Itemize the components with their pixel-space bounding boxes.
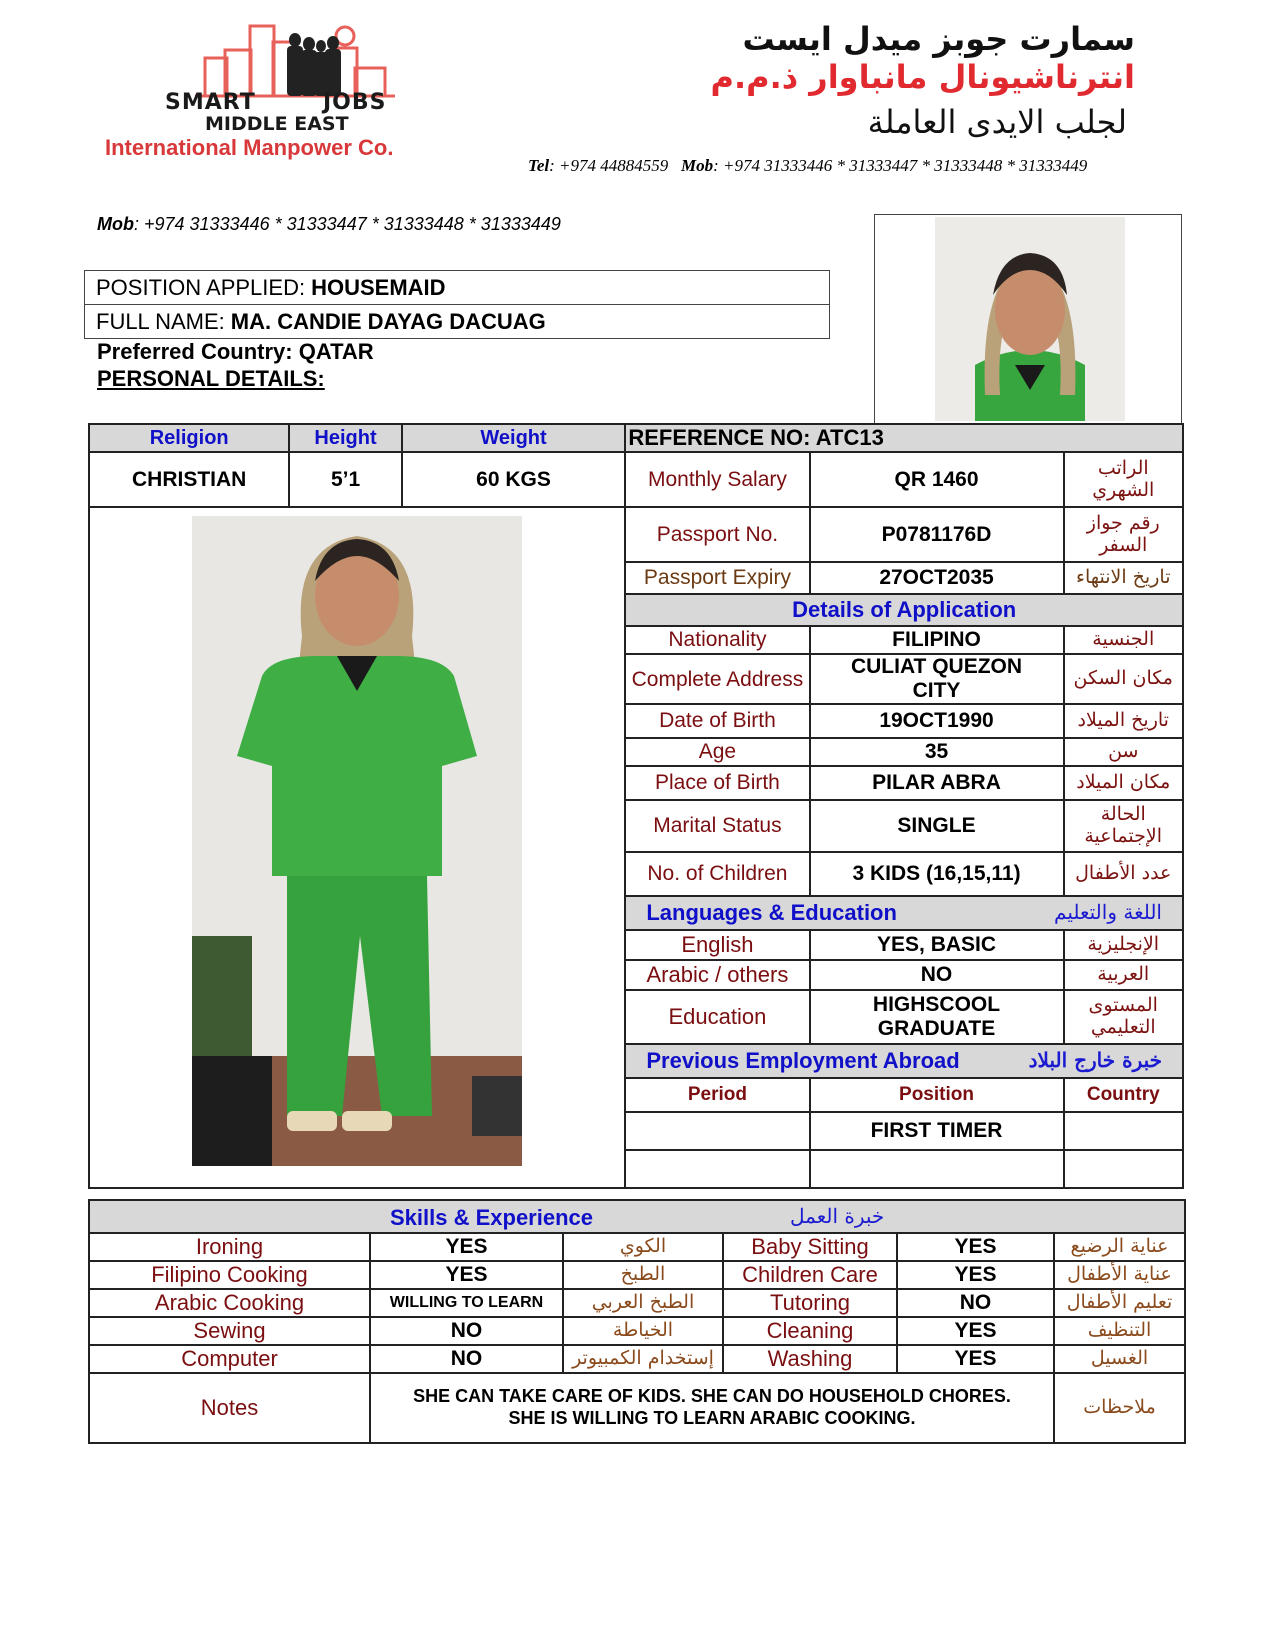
skill-row [89,1233,1185,1261]
detail-value: 19OCT1990 [810,704,1064,738]
detail-arabic: مكان الميلاد [1064,766,1183,800]
notes-row [89,1373,1185,1443]
notes-line-2: SHE IS WILLING TO LEARN ARABIC COOKING. [508,1408,916,1428]
skill-label: Arabic Cooking [89,1289,370,1317]
education-arabic: المستوى التعليمي [1064,990,1183,1044]
skill-value: YES [897,1345,1054,1373]
skill-arabic: التنظيف [1054,1317,1185,1345]
notes-label: Notes [89,1373,370,1443]
detail-label: Marital Status [625,800,809,852]
detail-value: CULIAT QUEZON CITY [810,654,1064,704]
employment-title-arabic: خبرة خارج البلاد [1028,1048,1162,1073]
skill-arabic: الخياطة [563,1317,723,1345]
detail-value: SINGLE [810,800,1064,852]
arabic-company-tagline: لجلب الايدى العاملة [867,103,1127,141]
weight-header: Weight [402,424,626,452]
city-skyline-icon [195,18,395,98]
skills-heading [89,1200,1185,1233]
skill-arabic: تعليم الأطفال [1054,1289,1185,1317]
skill-value: NO [897,1289,1054,1317]
detail-label: Age [625,738,809,766]
company-logo [105,18,465,168]
info-arabic: الراتب الشهري [1064,452,1183,507]
language-value: NO [810,960,1064,990]
skills-table [88,1199,1186,1444]
mob-label: Mob [680,156,714,175]
skill-arabic: الطبخ العربي [563,1289,723,1317]
skill-row [89,1261,1185,1289]
skill-arabic: الطبخ [563,1261,723,1289]
country-header: Country [1064,1078,1183,1112]
mobile-contact [97,214,561,235]
detail-label: Place of Birth [625,766,809,800]
previous-employment-heading [625,1044,1183,1078]
info-label: Passport Expiry [625,562,809,594]
notes-line-1: SHE CAN TAKE CARE OF KIDS. SHE CAN DO HOUSEHOLD CHORES. [413,1386,1011,1407]
full-name-row [85,305,829,338]
skill-label: Computer [89,1345,370,1373]
mob-label: Mob [97,214,134,234]
position-label: POSITION APPLIED: [96,275,306,300]
skills-title-arabic: خبرة العمل [790,1204,885,1228]
skill-label: Ironing [89,1233,370,1261]
notes-arabic: ملاحظات [1054,1373,1185,1443]
applicant-box [84,270,830,339]
skill-value: NO [370,1345,563,1373]
portrait-photo-icon [875,215,1181,423]
employment-period [625,1150,809,1188]
language-label: Arabic / others [625,960,809,990]
detail-value: 3 KIDS (16,15,11) [810,852,1064,896]
tel-value: : +974 44884559 [549,156,669,175]
full-name-label: FULL NAME: [96,309,225,334]
info-label: Monthly Salary [625,452,809,507]
position-header: Position [810,1078,1064,1112]
skill-value: YES [897,1261,1054,1289]
notes-text [370,1373,1054,1443]
info-arabic: رقم جواز السفر [1064,507,1183,562]
skill-row [89,1317,1185,1345]
skill-value: YES [370,1233,563,1261]
tel-label: Tel [528,156,550,175]
info-value: QR 1460 [810,452,1064,507]
skill-label: Cleaning [723,1317,897,1345]
employment-country [1064,1150,1183,1188]
skill-row [89,1289,1185,1317]
info-value: P0781176D [810,507,1064,562]
employment-position [810,1150,1064,1188]
position-applied-row [85,271,829,305]
skill-label: Washing [723,1345,897,1373]
personal-details-heading: PERSONAL DETAILS: [97,366,325,391]
detail-arabic: سن [1064,738,1183,766]
full-name-value: MA. CANDIE DAYAG DACUAG [230,309,546,334]
skill-label: Children Care [723,1261,897,1289]
detail-arabic: الجنسية [1064,626,1183,654]
skill-label: Filipino Cooking [89,1261,370,1289]
detail-value: PILAR ABRA [810,766,1064,800]
education-value: HIGHSCOOL GRADUATE [810,990,1064,1044]
detail-arabic: الحالة الإجتماعية [1064,800,1183,852]
details-table [88,423,1184,1189]
skill-value: YES [897,1233,1054,1261]
info-label: Passport No. [625,507,809,562]
skill-value: WILLING TO LEARN [370,1289,563,1317]
language-value: YES, BASIC [810,930,1064,960]
education-label: Education [625,990,809,1044]
logo-text-jobs: JOBS [323,90,387,115]
employment-position: FIRST TIMER [810,1112,1064,1150]
skill-value: YES [370,1261,563,1289]
position-value: HOUSEMAID [311,275,446,300]
detail-label: Complete Address [625,654,809,704]
detail-value: 35 [810,738,1064,766]
language-label: English [625,930,809,960]
skill-arabic: الكوي [563,1233,723,1261]
height-value: 5’1 [289,452,401,507]
languages-title-arabic: اللغة والتعليم [1054,900,1162,925]
skill-label: Tutoring [723,1289,897,1317]
logo-text-middle-east: MIDDLE EAST [205,113,349,135]
info-arabic: تاريخ الانتهاء [1064,562,1183,594]
religion-header: Religion [89,424,289,452]
employment-country [1064,1112,1183,1150]
height-header: Height [289,424,401,452]
arabic-company-name: سمارت جوبز ميدل ايست [742,20,1135,58]
detail-arabic: تاريخ الميلاد [1064,704,1183,738]
details-of-application-heading: Details of Application [625,594,1183,626]
reference-number: REFERENCE NO: ATC13 [625,424,1183,452]
preferred-country: Preferred Country: QATAR [97,339,374,364]
logo-text-international: International Manpower Co. [105,135,394,160]
skill-arabic: عناية الأطفال [1054,1261,1185,1289]
employment-title: Previous Employment Abroad [646,1048,960,1074]
skill-arabic: عناية الرضيع [1054,1233,1185,1261]
skill-value: YES [897,1317,1054,1345]
skill-arabic: الغسيل [1054,1345,1185,1373]
language-arabic: العربية [1064,960,1183,990]
religion-value: CHRISTIAN [89,452,289,507]
period-header: Period [625,1078,809,1112]
mob-value: : +974 31333446 * 31333447 * 31333448 * 31333449 [133,214,561,234]
detail-label: Nationality [625,626,809,654]
skill-value: NO [370,1317,563,1345]
detail-label: No. of Children [625,852,809,896]
detail-arabic: مكان السكن [1064,654,1183,704]
language-arabic: الإنجليزية [1064,930,1183,960]
full-body-photo [192,516,522,1166]
mob-value: : +974 31333446 * 31333447 * 31333448 * 31333449 [713,156,1088,175]
header-contact [528,156,1087,176]
skill-label: Baby Sitting [723,1233,897,1261]
weight-value: 60 KGS [402,452,626,507]
arabic-company-name-red: انترناشيونال مانباوار ذ.م.م [710,58,1135,96]
info-value: 27OCT2035 [810,562,1064,594]
detail-value: FILIPINO [810,626,1064,654]
skills-title: Skills & Experience [390,1205,593,1230]
skill-arabic: إستخدام الكمبيوتر [563,1345,723,1373]
employment-period [625,1112,809,1150]
passport-photo [874,214,1182,424]
skill-row [89,1345,1185,1373]
detail-arabic: عدد الأطفال [1064,852,1183,896]
skill-label: Sewing [89,1317,370,1345]
full-body-photo-cell [89,507,625,1188]
languages-title: Languages & Education [646,900,897,926]
languages-education-heading [625,896,1183,930]
logo-text-smart: SMART [165,90,256,115]
detail-label: Date of Birth [625,704,809,738]
